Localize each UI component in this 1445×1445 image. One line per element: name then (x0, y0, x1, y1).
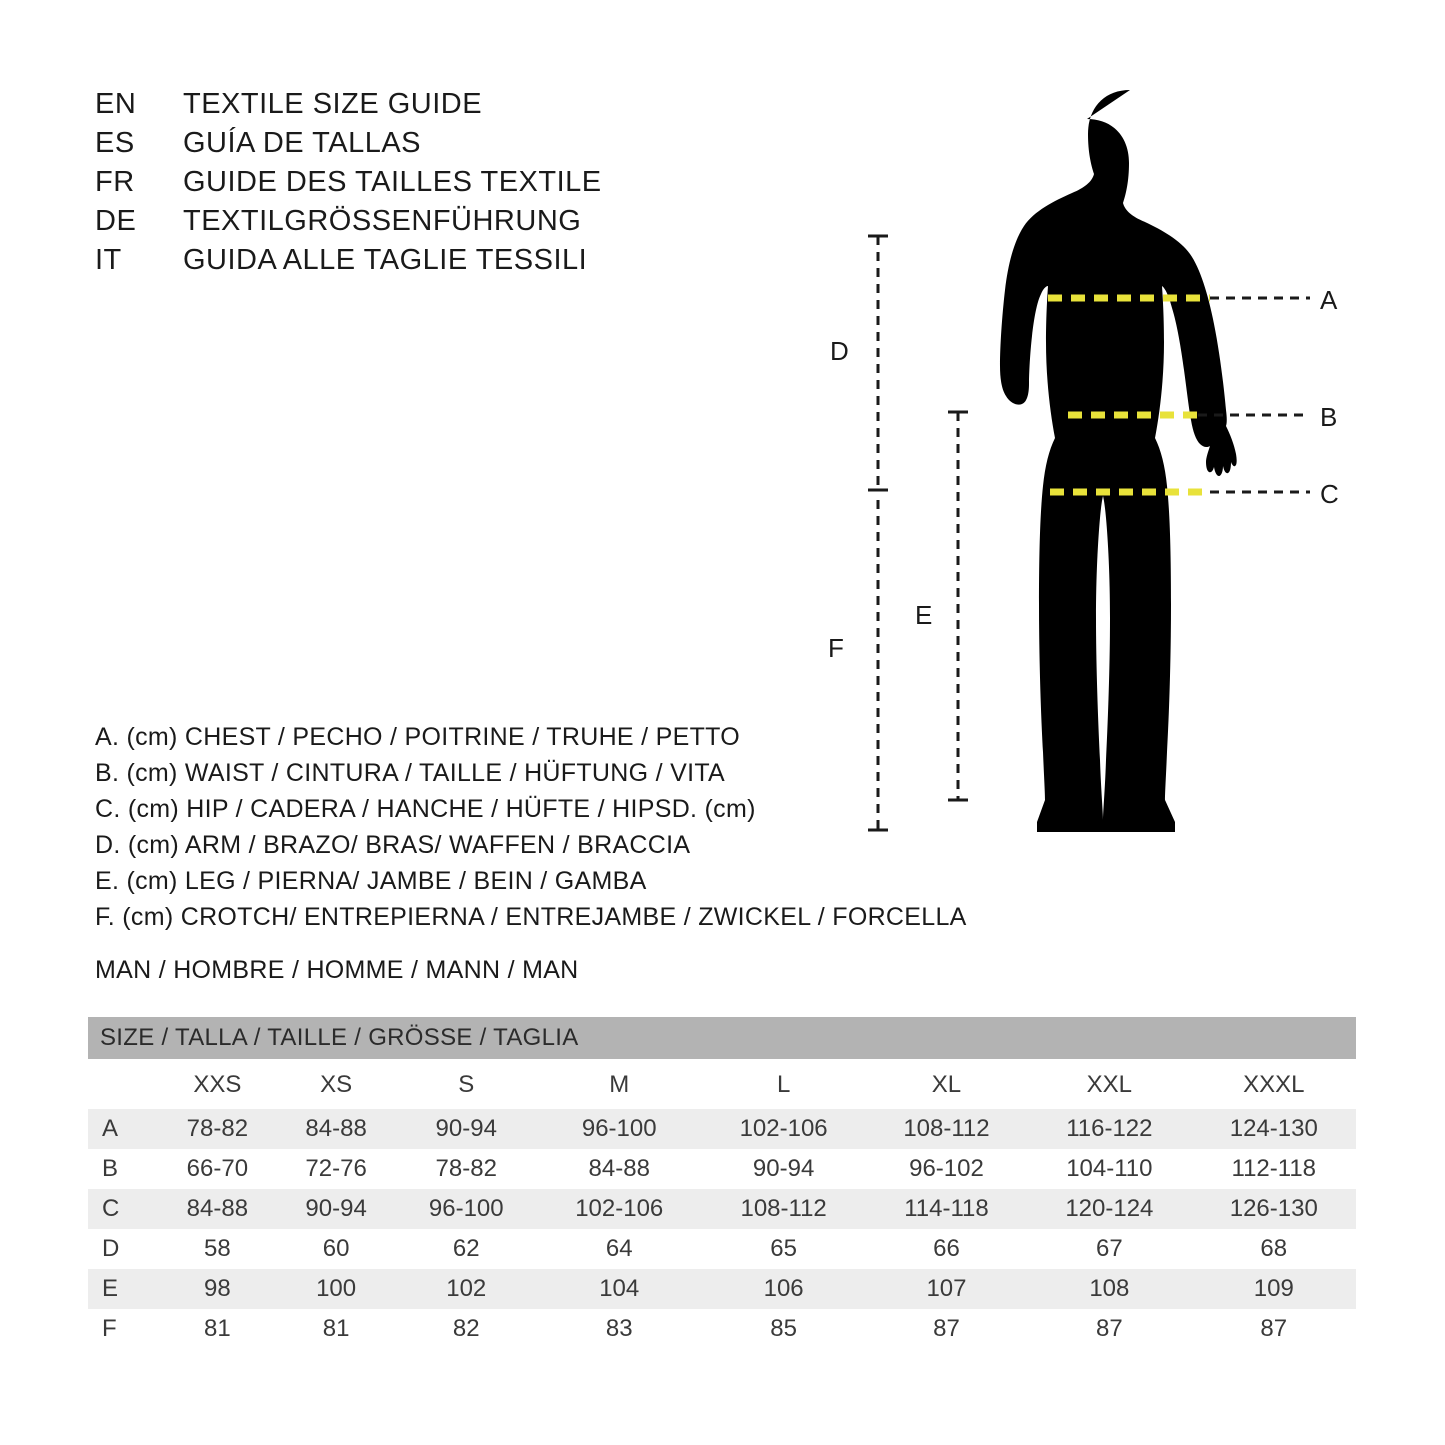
cell: 64 (537, 1229, 701, 1269)
cell: 65 (701, 1229, 865, 1269)
cell: 62 (395, 1229, 537, 1269)
cell: 60 (277, 1229, 396, 1269)
cell: 114-118 (866, 1189, 1027, 1229)
cell: 120-124 (1027, 1189, 1191, 1229)
silhouette-svg (840, 60, 1400, 960)
table-row (88, 1229, 1356, 1269)
marker-label-b: B (1320, 402, 1338, 432)
table-row (88, 1149, 1356, 1189)
cell: 81 (158, 1309, 277, 1349)
table-row (88, 1109, 1356, 1149)
title-row (95, 127, 602, 166)
title-row (95, 88, 602, 127)
cell: 68 (1192, 1229, 1356, 1269)
row-label-c: C (88, 1189, 158, 1229)
cell: 102-106 (537, 1189, 701, 1229)
cell: 126-130 (1192, 1189, 1356, 1229)
table-row (88, 1269, 1356, 1309)
cell: 96-100 (537, 1109, 701, 1149)
cell: 107 (866, 1269, 1027, 1309)
cell: 124-130 (1192, 1109, 1356, 1149)
cell: 102-106 (701, 1109, 865, 1149)
row-label-e: E (88, 1269, 158, 1309)
cell: 82 (395, 1309, 537, 1349)
cell: 78-82 (158, 1109, 277, 1149)
cell: 104 (537, 1269, 701, 1309)
cell: 66 (866, 1229, 1027, 1269)
row-label-f: F (88, 1309, 158, 1349)
title-block (95, 88, 602, 283)
table-corner-cell (88, 1059, 158, 1109)
cell: 84-88 (277, 1109, 396, 1149)
cell: 84-88 (537, 1149, 701, 1189)
title-row (95, 166, 602, 205)
gender-label: MAN / HOMBRE / HOMME / MANN / MAN (95, 956, 579, 984)
size-header-xl: XL (866, 1059, 1027, 1109)
man-silhouette-icon (1000, 90, 1237, 832)
cell: 98 (158, 1269, 277, 1309)
cell: 108 (1027, 1269, 1191, 1309)
cell: 96-102 (866, 1149, 1027, 1189)
marker-label-a: A (1320, 285, 1338, 315)
legend-item-e: E. (cm) LEG / PIERNA/ JAMBE / BEIN / GAMBA (95, 867, 647, 895)
cell: 67 (1027, 1229, 1191, 1269)
row-label-a: A (88, 1109, 158, 1149)
cell: 90-94 (395, 1109, 537, 1149)
title-text: GUÍA DE TALLAS (183, 127, 422, 159)
figure-diagram (828, 60, 1400, 960)
legend-item-d: D. (cm) ARM / BRAZO/ BRAS/ WAFFEN / BRACCIA (95, 831, 691, 859)
cell: 83 (537, 1309, 701, 1349)
cell: 106 (701, 1269, 865, 1309)
cell: 112-118 (1192, 1149, 1356, 1189)
title-text: GUIDA ALLE TAGLIE TESSILI (183, 244, 588, 276)
cell: 87 (1192, 1309, 1356, 1349)
title-row (95, 244, 602, 283)
table-band-title: SIZE / TALLA / TAILLE / GRÖSSE / TAGLIA (88, 1017, 1356, 1059)
cell: 100 (277, 1269, 396, 1309)
legend-item-b: B. (cm) WAIST / CINTURA / TAILLE / HÜFTUNG / VITA (95, 759, 726, 787)
size-header-m: M (537, 1059, 701, 1109)
title-row (95, 205, 602, 244)
title-lang-code: DE (95, 205, 137, 237)
table-row (88, 1189, 1356, 1229)
table-band-row (88, 1017, 1356, 1059)
title-lang-code: EN (95, 88, 137, 120)
size-header-xxl: XXL (1027, 1059, 1191, 1109)
cell: 116-122 (1027, 1109, 1191, 1149)
cell: 87 (1027, 1309, 1191, 1349)
cell: 85 (701, 1309, 865, 1349)
title-text: GUIDE DES TAILLES TEXTILE (183, 166, 602, 198)
cell: 108-112 (701, 1189, 865, 1229)
cell: 102 (395, 1269, 537, 1309)
size-header-xxxl: XXXL (1192, 1059, 1356, 1109)
cell: 109 (1192, 1269, 1356, 1309)
cell: 108-112 (866, 1109, 1027, 1149)
title-text: TEXTILGRÖSSENFÜHRUNG (183, 205, 582, 237)
measurement-legend (95, 723, 967, 939)
cell: 66-70 (158, 1149, 277, 1189)
size-header-xs: XS (277, 1059, 396, 1109)
marker-label-c: C (1320, 479, 1339, 509)
title-lang-code: IT (95, 244, 122, 276)
cell: 58 (158, 1229, 277, 1269)
marker-label-f: F (828, 633, 844, 663)
cell: 90-94 (277, 1189, 396, 1229)
size-header-l: L (701, 1059, 865, 1109)
cell: 84-88 (158, 1189, 277, 1229)
row-label-b: B (88, 1149, 158, 1189)
table-row (88, 1309, 1356, 1349)
title-lang-code: FR (95, 166, 135, 198)
marker-label-e: E (915, 600, 933, 630)
marker-label-d: D (830, 336, 849, 366)
row-label-d: D (88, 1229, 158, 1269)
cell: 90-94 (701, 1149, 865, 1189)
legend-item-a: A. (cm) CHEST / PECHO / POITRINE / TRUHE / PETTO (95, 723, 741, 751)
cell: 72-76 (277, 1149, 396, 1189)
cell: 81 (277, 1309, 396, 1349)
legend-item-f: F. (cm) CROTCH/ ENTREPIERNA / ENTREJAMBE / ZWICKEL / FORCELLA (95, 903, 967, 931)
table-header-row (88, 1059, 1356, 1109)
legend-item-c: C. (cm) HIP / CADERA / HANCHE / HÜFTE / HIPSD. (cm) (95, 795, 756, 823)
cell: 104-110 (1027, 1149, 1191, 1189)
size-header-xxs: XXS (158, 1059, 277, 1109)
cell: 78-82 (395, 1149, 537, 1189)
cell: 96-100 (395, 1189, 537, 1229)
title-lang-code: ES (95, 127, 135, 159)
size-header-s: S (395, 1059, 537, 1109)
title-text: TEXTILE SIZE GUIDE (183, 88, 483, 120)
cell: 87 (866, 1309, 1027, 1349)
size-table (88, 1017, 1356, 1349)
